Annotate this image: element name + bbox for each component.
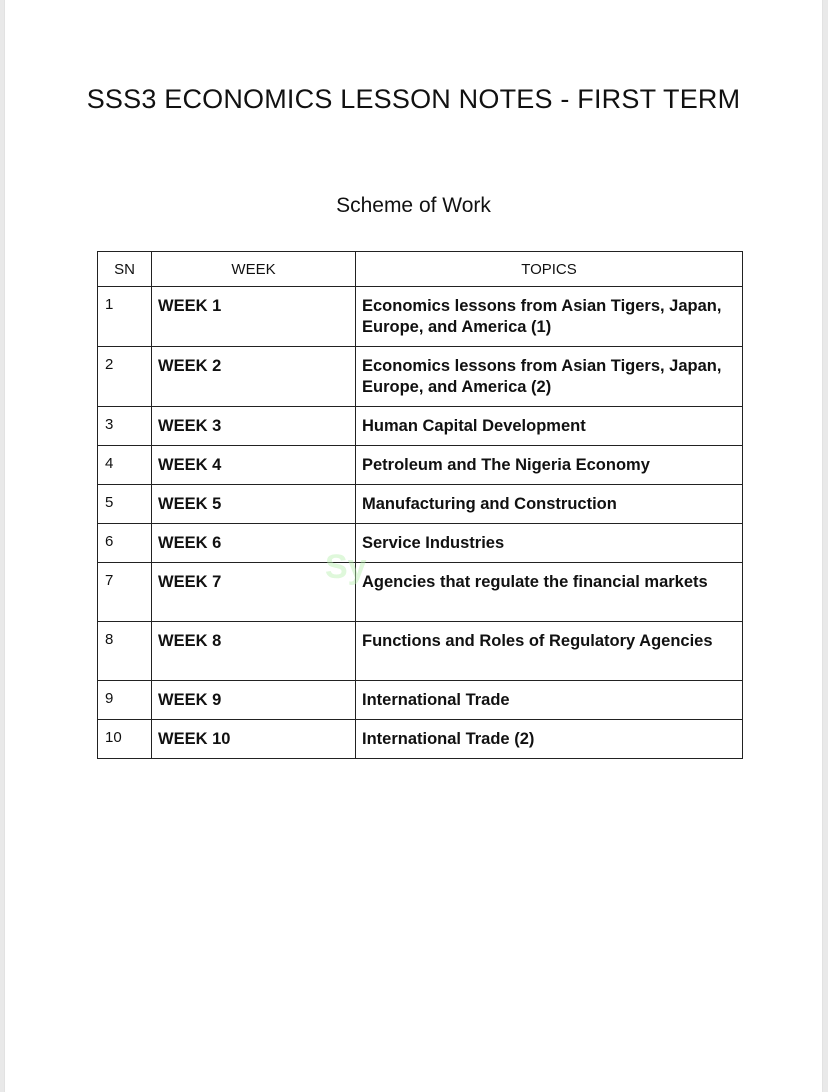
week-cell: WEEK 5 (152, 485, 356, 524)
sn-cell: 6 (98, 524, 152, 563)
week-cell: WEEK 3 (152, 407, 356, 446)
sn-cell: 9 (98, 681, 152, 720)
topic-cell: Manufacturing and Construction (356, 485, 743, 524)
week-cell: WEEK 1 (152, 287, 356, 347)
sn-cell: 10 (98, 720, 152, 759)
week-cell: WEEK 2 (152, 347, 356, 407)
table-row (98, 681, 743, 720)
sn-cell: 7 (98, 563, 152, 622)
week-cell: WEEK 9 (152, 681, 356, 720)
week-cell: WEEK 4 (152, 446, 356, 485)
table-row (98, 446, 743, 485)
sn-cell: 2 (98, 347, 152, 407)
table-row (98, 287, 743, 347)
column-header-sn: SN (98, 252, 152, 287)
week-cell: WEEK 6 (152, 524, 356, 563)
topic-cell: Economics lessons from Asian Tigers, Japan, Europe, and America (2) (356, 347, 743, 407)
document-page (4, 0, 823, 1092)
topic-cell: Economics lessons from Asian Tigers, Japan, Europe, and America (1) (356, 287, 743, 347)
sn-cell: 3 (98, 407, 152, 446)
table-row (98, 485, 743, 524)
table-row (98, 347, 743, 407)
sn-cell: 8 (98, 622, 152, 681)
topic-cell: Service Industries (356, 524, 743, 563)
column-header-topics: TOPICS (356, 252, 743, 287)
topic-cell: Human Capital Development (356, 407, 743, 446)
sn-cell: 4 (98, 446, 152, 485)
table-row (98, 720, 743, 759)
topic-cell: Functions and Roles of Regulatory Agencies (356, 622, 743, 681)
document-subtitle: Scheme of Work (336, 194, 491, 217)
sn-cell: 5 (98, 485, 152, 524)
document-title: SSS3 ECONOMICS LESSON NOTES - FIRST TERM (86, 84, 741, 114)
table-header-row (98, 252, 743, 287)
week-cell: WEEK 10 (152, 720, 356, 759)
topic-cell: International Trade (2) (356, 720, 743, 759)
sn-cell: 1 (98, 287, 152, 347)
table-row (98, 524, 743, 563)
week-cell: WEEK 7 (152, 563, 356, 622)
table-row (98, 563, 743, 622)
topic-cell: International Trade (356, 681, 743, 720)
week-cell: WEEK 8 (152, 622, 356, 681)
scheme-of-work-table (97, 251, 743, 759)
table-row (98, 622, 743, 681)
table-row (98, 407, 743, 446)
topic-cell: Agencies that regulate the financial markets (356, 563, 743, 622)
topic-cell: Petroleum and The Nigeria Economy (356, 446, 743, 485)
column-header-week: WEEK (152, 252, 356, 287)
watermark-text: Sy (325, 548, 367, 586)
